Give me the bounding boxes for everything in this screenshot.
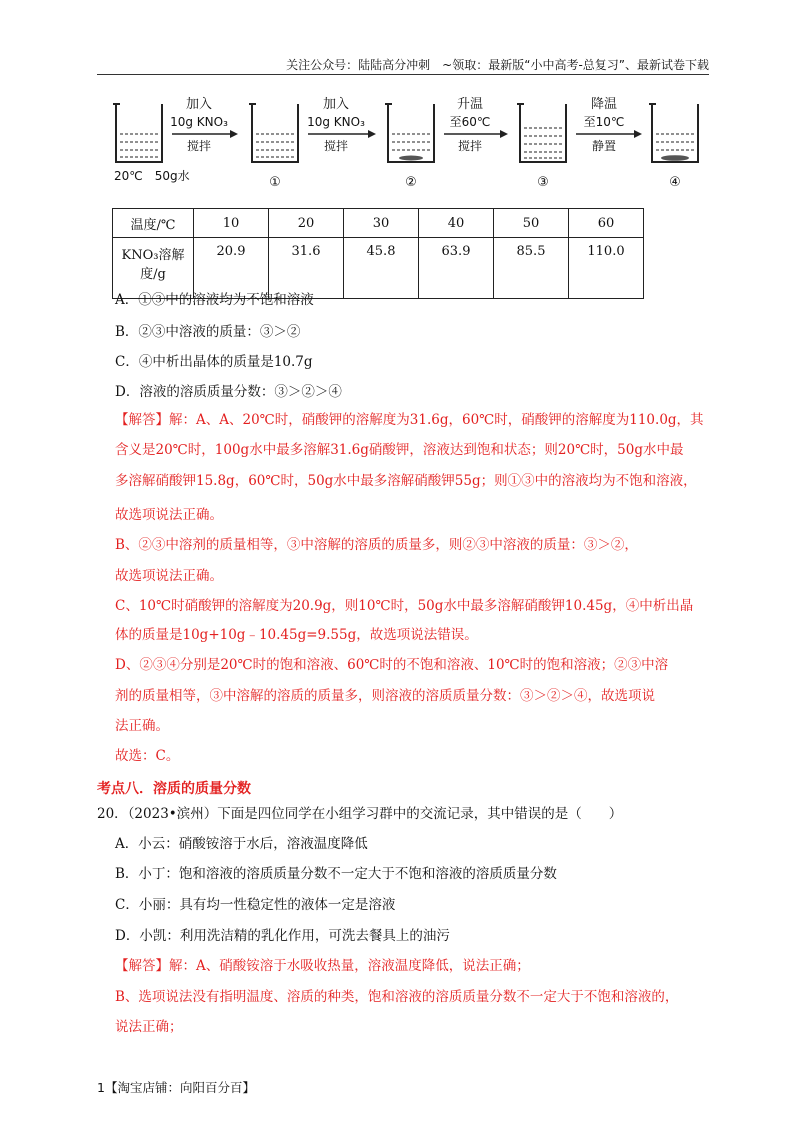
beaker-1 <box>249 104 298 162</box>
svg-text:加入: 加入 <box>185 97 213 112</box>
table-header-solubility: KNO₃溶解 度/g <box>113 238 194 299</box>
question-20 <box>97 804 622 824</box>
answer-line: 含义是20℃时，100g水中最多溶解31.6g硝酸钾，溶液达到饱和状态；则20℃时，50g水中最 <box>115 442 684 458</box>
svg-text:搅拌: 搅拌 <box>186 139 212 153</box>
answer-line: 故选项说法正确。 <box>115 507 223 523</box>
option-b: B．②③中溶液的质量：③＞② <box>115 324 301 340</box>
svg-text:升温: 升温 <box>456 97 484 112</box>
beaker-start <box>113 104 162 162</box>
option-c: C．④中析出晶体的质量是10.7g <box>115 354 313 370</box>
answer-line: 法正确。 <box>115 718 169 734</box>
answer-line: 剂的质量相等，③中溶解的溶质的质量多，则溶液的溶质质量分数：③＞②＞④，故选项说 <box>115 688 655 704</box>
arrow-step-3 <box>444 97 508 153</box>
svg-text:加入: 加入 <box>322 97 350 112</box>
table-cell: 110.0 <box>569 238 644 299</box>
table-cell: 10 <box>194 209 269 238</box>
table-cell: 20.9 <box>194 238 269 299</box>
table-cell: 20 <box>269 209 344 238</box>
svg-text:搅拌: 搅拌 <box>457 139 483 153</box>
answer-line: 多溶解硝酸钾15.8g，60℃时，50g水中最多溶解硝酸钾55g；则①③中的溶液均为不饱和溶液， <box>115 473 697 489</box>
beaker-4 <box>649 104 698 162</box>
start-label: 20℃ 50g水 <box>114 169 190 183</box>
svg-text:10g KNO₃: 10g KNO₃ <box>307 115 365 129</box>
arrow-step-2 <box>307 96 376 153</box>
answer-line: 故选：C。 <box>115 748 180 764</box>
option-d: D．溶液的溶质质量分数：③＞②＞④ <box>115 384 342 400</box>
page-header: 关注公众号：陆陆高分冲刺 ~领取：最新版“小中高考-总复习”、最新试卷下载 <box>286 58 709 72</box>
q20-option-c: C．小丽：具有均一性稳定性的液体一定是溶液 <box>115 897 396 913</box>
beaker-label-3: ③ <box>537 175 549 190</box>
q20-answer-line: 说法正确； <box>115 1019 183 1035</box>
q20-option-a: A．小云：硝酸铵溶于水后，溶液温度降低 <box>115 836 368 852</box>
answer-line: C、10℃时硝酸钾的溶解度为20.9g，则10℃时，50g水中最多溶解硝酸钾10.45g，④中析出晶 <box>115 598 694 614</box>
table-cell: 60 <box>569 209 644 238</box>
beaker-label-1: ① <box>269 175 281 190</box>
svg-text:搅拌: 搅拌 <box>323 139 349 153</box>
answer-line: D、②③④分别是20℃时的饱和溶液、60℃时的不饱和溶液、10℃时的饱和溶液；②③中溶 <box>115 657 669 673</box>
question-number: 20． <box>97 806 128 822</box>
table-cell: 30 <box>344 209 419 238</box>
option-a: A．①③中的溶液均为不饱和溶液 <box>115 292 314 308</box>
svg-text:降温: 降温 <box>590 97 618 112</box>
beaker-3 <box>517 104 566 162</box>
svg-text:至10℃: 至10℃ <box>583 115 625 129</box>
table-cell: 50 <box>494 209 569 238</box>
svg-text:至60℃: 至60℃ <box>449 115 491 129</box>
beaker-label-2: ② <box>405 175 417 190</box>
page-footer: 1【淘宝店铺：向阳百分百】 <box>97 1080 255 1095</box>
table-cell: 45.8 <box>344 238 419 299</box>
beaker-label-4: ④ <box>669 175 681 190</box>
beaker-2 <box>385 104 434 162</box>
answer-line: B、②③中溶剂的质量相等，③中溶解的溶质的质量多，则②③中溶液的质量：③＞②， <box>115 537 638 553</box>
svg-text:10g KNO₃: 10g KNO₃ <box>170 115 228 129</box>
q20-option-d: D．小凯：利用洗洁精的乳化作用，可洗去餐具上的油污 <box>115 928 450 944</box>
answer-line: 故选项说法正确。 <box>115 568 223 584</box>
table-cell: 40 <box>419 209 494 238</box>
answer-line: 体的质量是10g+10g﹣10.45g=9.55g，故选项说法错误。 <box>115 627 478 643</box>
table-cell: 31.6 <box>269 238 344 299</box>
table-row-temperature <box>113 209 644 238</box>
arrow-step-1 <box>170 96 238 153</box>
answer-line: 【解答】解：A、A、20℃时，硝酸钾的溶解度为31.6g，60℃时，硝酸钾的溶解度为110.0g，其 <box>115 412 704 428</box>
header-rule <box>97 74 709 75</box>
svg-text:静置: 静置 <box>591 139 617 153</box>
table-cell: 63.9 <box>419 238 494 299</box>
q20-option-b: B．小丁：饱和溶液的溶质质量分数不一定大于不饱和溶液的溶质质量分数 <box>115 866 557 882</box>
table-header-temperature: 温度/℃ <box>113 209 194 238</box>
solubility-table <box>112 208 644 299</box>
q20-answer-line: 【解答】解：A、硝酸铵溶于水吸收热量，溶液温度降低，说法正确； <box>115 958 530 974</box>
q20-answer-line: B、选项说法没有指明温度、溶质的种类，饱和溶液的溶质质量分数不一定大于不饱和溶液的， <box>115 989 679 1005</box>
table-cell: 85.5 <box>494 238 569 299</box>
section-heading: 考点八．溶质的质量分数 <box>97 781 251 797</box>
arrow-step-4 <box>576 97 642 153</box>
question-stem: （2023•滨州）下面是四位同学在小组学习群中的交流记录，其中错误的是（ ） <box>127 806 623 822</box>
experiment-diagram <box>112 92 702 192</box>
